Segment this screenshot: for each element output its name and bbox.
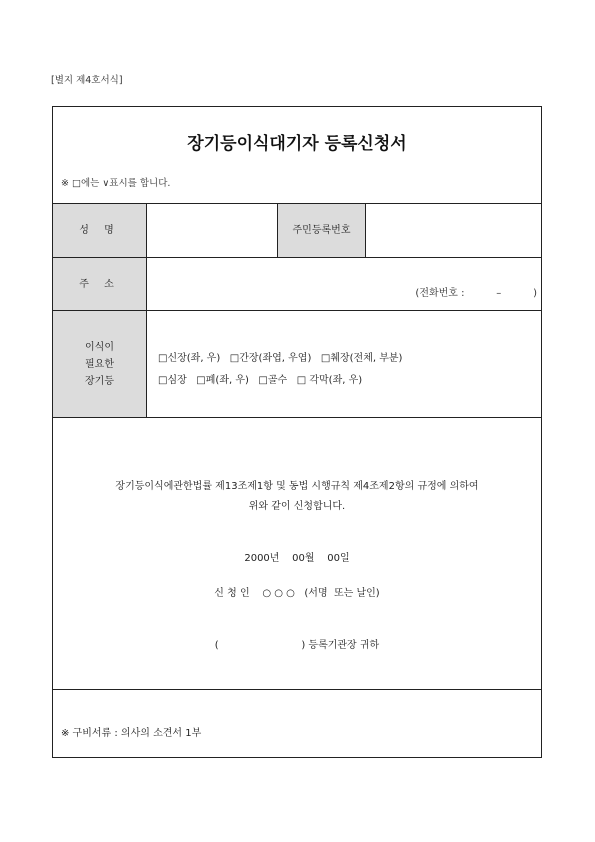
checkbox-instruction-note: ※ □에는 ∨표시를 합니다.	[61, 178, 171, 189]
form-title: 장기등이식대기자 등록신청서	[187, 134, 407, 154]
divider	[53, 417, 541, 418]
name-field[interactable]	[147, 204, 277, 257]
recipient-line: ( ) 등록기관장 귀하	[214, 640, 380, 651]
phone-number-text: (전화번호 : – )	[415, 288, 537, 299]
name-label: 성 명	[79, 225, 120, 236]
organ-label-cell	[53, 311, 146, 417]
statement-line-1: 장기등이식에관한법률 제13조제1항 및 동법 시행규칙 제4조제2항의 규정에 의하여	[115, 481, 479, 492]
organ-label-line: 장기등	[85, 375, 114, 387]
divider	[53, 689, 541, 690]
application-form	[52, 106, 542, 758]
organ-options-row-1[interactable]: □신장(좌, 우) □간장(좌엽, 우엽) □췌장(전체, 부분)	[158, 353, 403, 364]
organ-label-line: 이식이	[85, 341, 114, 353]
organ-options-row-2[interactable]: □심장 □폐(좌, 우) □골수 □ 각막(좌, 우)	[158, 375, 363, 386]
required-documents-note: ※ 구비서류 : 의사의 소견서 1부	[61, 728, 202, 739]
organ-label-line: 필요한	[85, 358, 114, 370]
name-label-cell	[53, 204, 146, 257]
address-label: 주 소	[79, 278, 120, 290]
application-date: 2000년 00월 00일	[244, 553, 350, 564]
rrn-label-cell	[278, 204, 365, 257]
applicant-signature-line: 신 청 인 ○ ○ ○ (서명 또는 날인)	[214, 588, 380, 599]
form-number-label: [별지 제4호서식]	[51, 75, 123, 86]
rrn-field[interactable]	[366, 204, 541, 257]
address-label-cell	[53, 258, 146, 310]
rrn-label: 주민등록번호	[292, 225, 351, 236]
statement-line-2: 위와 같이 신청합니다.	[248, 501, 346, 512]
